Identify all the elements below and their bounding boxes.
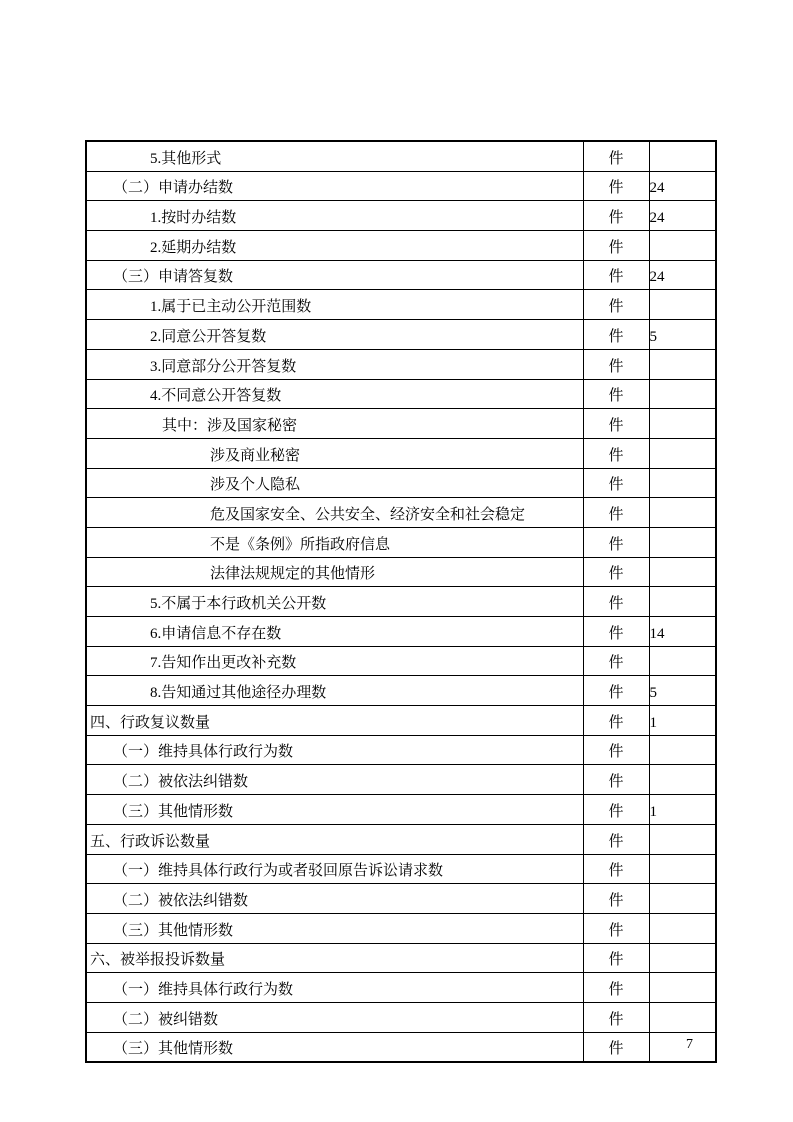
- table-row: [86, 320, 716, 350]
- row-label: 5.其他形式: [86, 141, 583, 171]
- row-unit: 件: [583, 854, 649, 884]
- table-row: [86, 171, 716, 201]
- row-value: [649, 557, 716, 587]
- table-row: [86, 706, 716, 736]
- table-row: [86, 646, 716, 676]
- table-row: [86, 884, 716, 914]
- row-label: （三）其他情形数: [86, 913, 583, 943]
- row-unit: 件: [583, 468, 649, 498]
- row-unit: 件: [583, 349, 649, 379]
- table-row: [86, 379, 716, 409]
- row-value: [649, 1032, 716, 1062]
- row-value: [649, 231, 716, 261]
- row-value: [649, 943, 716, 973]
- table-row: [86, 409, 716, 439]
- row-value: [649, 1002, 716, 1032]
- row-unit: 件: [583, 617, 649, 647]
- row-label: 6.申请信息不存在数: [86, 617, 583, 647]
- row-value: [649, 409, 716, 439]
- row-label: 8.告知通过其他途径办理数: [86, 676, 583, 706]
- row-unit: 件: [583, 646, 649, 676]
- table-row: [86, 943, 716, 973]
- table-row: [86, 231, 716, 261]
- row-label: （一）维持具体行政行为或者驳回原告诉讼请求数: [86, 854, 583, 884]
- table-row: [86, 824, 716, 854]
- table-row: [86, 498, 716, 528]
- row-value: 24: [649, 201, 716, 231]
- row-value: [649, 468, 716, 498]
- row-label: 1.属于已主动公开范围数: [86, 290, 583, 320]
- row-value: [649, 884, 716, 914]
- table-row: [86, 854, 716, 884]
- report-table-body: [86, 141, 716, 1062]
- row-unit: 件: [583, 201, 649, 231]
- row-value: [649, 854, 716, 884]
- row-unit: 件: [583, 973, 649, 1003]
- row-value: [649, 141, 716, 171]
- row-unit: 件: [583, 824, 649, 854]
- row-unit: 件: [583, 587, 649, 617]
- row-label: （一）维持具体行政行为数: [86, 973, 583, 1003]
- table-row: [86, 141, 716, 171]
- table-row: [86, 1002, 716, 1032]
- row-value: 24: [649, 260, 716, 290]
- row-label: （二）被依法纠错数: [86, 765, 583, 795]
- row-label: 涉及个人隐私: [86, 468, 583, 498]
- row-unit: 件: [583, 527, 649, 557]
- row-label: 7.告知作出更改补充数: [86, 646, 583, 676]
- row-label: （一）维持具体行政行为数: [86, 735, 583, 765]
- row-unit: 件: [583, 557, 649, 587]
- row-label: 不是《条例》所指政府信息: [86, 527, 583, 557]
- page-number: 7: [686, 1037, 693, 1052]
- row-unit: 件: [583, 171, 649, 201]
- row-unit: 件: [583, 706, 649, 736]
- row-value: 5: [649, 320, 716, 350]
- row-label: 3.同意部分公开答复数: [86, 349, 583, 379]
- row-value: [649, 973, 716, 1003]
- table-row: [86, 1032, 716, 1062]
- table-row: [86, 557, 716, 587]
- table-row: [86, 735, 716, 765]
- row-value: [649, 765, 716, 795]
- row-label: 危及国家安全、公共安全、经济安全和社会稳定: [86, 498, 583, 528]
- row-label: 4.不同意公开答复数: [86, 379, 583, 409]
- table-row: [86, 260, 716, 290]
- table-row: [86, 201, 716, 231]
- row-unit: 件: [583, 498, 649, 528]
- table-row: [86, 587, 716, 617]
- report-table: [85, 140, 717, 1063]
- table-row: [86, 438, 716, 468]
- table-row: [86, 617, 716, 647]
- row-unit: 件: [583, 1002, 649, 1032]
- row-unit: 件: [583, 290, 649, 320]
- row-value: 1: [649, 706, 716, 736]
- row-value: [649, 498, 716, 528]
- row-unit: 件: [583, 1032, 649, 1062]
- table-row: [86, 795, 716, 825]
- row-unit: 件: [583, 884, 649, 914]
- table-row: [86, 290, 716, 320]
- row-label: 四、行政复议数量: [86, 706, 583, 736]
- row-value: [649, 646, 716, 676]
- row-value: [649, 527, 716, 557]
- row-value: [649, 824, 716, 854]
- row-label: 涉及商业秘密: [86, 438, 583, 468]
- row-unit: 件: [583, 795, 649, 825]
- table-row: [86, 468, 716, 498]
- table-row: [86, 973, 716, 1003]
- row-value: 24: [649, 171, 716, 201]
- row-label: 1.按时办结数: [86, 201, 583, 231]
- row-label: （三）其他情形数: [86, 795, 583, 825]
- row-unit: 件: [583, 943, 649, 973]
- row-label: 五、行政诉讼数量: [86, 824, 583, 854]
- table-row: [86, 676, 716, 706]
- row-value: 14: [649, 617, 716, 647]
- row-label: （三）申请答复数: [86, 260, 583, 290]
- table-row: [86, 913, 716, 943]
- row-value: [649, 379, 716, 409]
- row-label: （三）其他情形数: [86, 1032, 583, 1062]
- row-value: [649, 349, 716, 379]
- row-value: 1: [649, 795, 716, 825]
- row-label: 2.同意公开答复数: [86, 320, 583, 350]
- row-value: [649, 290, 716, 320]
- row-label: 六、被举报投诉数量: [86, 943, 583, 973]
- row-unit: 件: [583, 735, 649, 765]
- row-value: 5: [649, 676, 716, 706]
- row-unit: 件: [583, 409, 649, 439]
- table-row: [86, 765, 716, 795]
- row-label: （二）被纠错数: [86, 1002, 583, 1032]
- row-unit: 件: [583, 913, 649, 943]
- row-unit: 件: [583, 320, 649, 350]
- row-value: [649, 913, 716, 943]
- row-label: （二）申请办结数: [86, 171, 583, 201]
- row-unit: 件: [583, 438, 649, 468]
- row-label: 5.不属于本行政机关公开数: [86, 587, 583, 617]
- row-value: [649, 587, 716, 617]
- table-row: [86, 527, 716, 557]
- row-label: （二）被依法纠错数: [86, 884, 583, 914]
- row-unit: 件: [583, 379, 649, 409]
- row-value: [649, 438, 716, 468]
- row-label: 其中：涉及国家秘密: [86, 409, 583, 439]
- row-unit: 件: [583, 676, 649, 706]
- row-unit: 件: [583, 141, 649, 171]
- row-label: 2.延期办结数: [86, 231, 583, 261]
- row-unit: 件: [583, 231, 649, 261]
- row-unit: 件: [583, 260, 649, 290]
- row-value: [649, 735, 716, 765]
- table-row: [86, 349, 716, 379]
- row-label: 法律法规规定的其他情形: [86, 557, 583, 587]
- row-unit: 件: [583, 765, 649, 795]
